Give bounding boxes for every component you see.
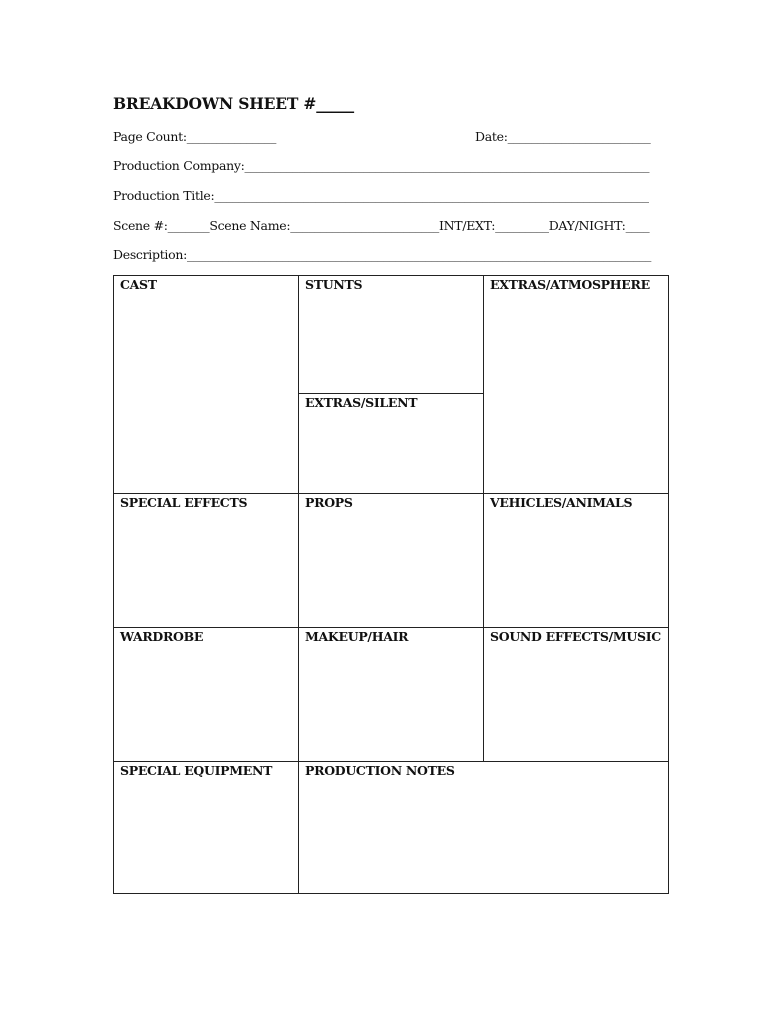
cast-label: CAST: [120, 277, 157, 292]
vehicles-animals-box[interactable]: [484, 494, 668, 627]
extras-silent-box[interactable]: [299, 394, 483, 493]
special-equipment-box[interactable]: [114, 762, 298, 893]
production-notes-label: PRODUCTION NOTES: [305, 763, 455, 778]
breakdown-grid: [113, 275, 669, 894]
stunts-label: STUNTS: [305, 277, 363, 292]
scene-info-field[interactable]: Scene #:_______Scene Name:_________________________INT/EXT:_________DAY/NIGHT:____: [113, 218, 650, 233]
date-field[interactable]: Date:________________________: [475, 129, 651, 144]
special-equipment-label: SPECIAL EQUIPMENT: [120, 763, 273, 778]
cast-box[interactable]: [114, 276, 298, 493]
production-title-field[interactable]: Production Title:_________________________________________________________________________: [113, 188, 649, 203]
production-notes-box[interactable]: [299, 762, 668, 893]
extras-silent-label: EXTRAS/SILENT: [305, 395, 418, 410]
extras-atmosphere-box[interactable]: [484, 276, 668, 493]
description-field[interactable]: Description:______________________________________________________________________________: [113, 247, 652, 262]
props-label: PROPS: [305, 495, 353, 510]
vehicles-animals-label: VEHICLES/ANIMALS: [490, 495, 633, 510]
sound-effects-music-box[interactable]: [484, 628, 668, 761]
wardrobe-box[interactable]: [114, 628, 298, 761]
props-box[interactable]: [299, 494, 483, 627]
makeup-hair-label: MAKEUP/HAIR: [305, 629, 409, 644]
special-effects-box[interactable]: [114, 494, 298, 627]
special-effects-label: SPECIAL EFFECTS: [120, 495, 248, 510]
stunts-box[interactable]: [299, 276, 483, 393]
sound-effects-music-label: SOUND EFFECTS/MUSIC: [490, 629, 661, 644]
page-count-field[interactable]: Page Count:_______________: [113, 129, 277, 144]
page-title: BREAKDOWN SHEET #_____: [113, 94, 354, 113]
makeup-hair-box[interactable]: [299, 628, 483, 761]
production-company-field[interactable]: Production Company:____________________________________________________________________: [113, 158, 650, 173]
extras-atmosphere-label: EXTRAS/ATMOSPHERE: [490, 277, 650, 292]
wardrobe-label: WARDROBE: [120, 629, 204, 644]
